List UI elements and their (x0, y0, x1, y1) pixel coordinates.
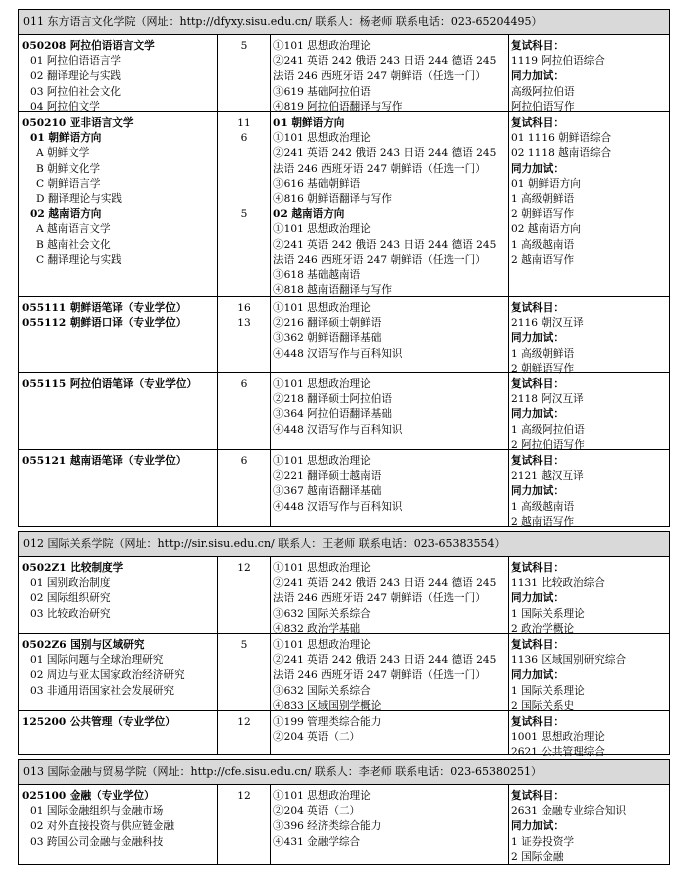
retest-label: 复试科目： (511, 117, 564, 129)
retest-label: 同力加试： (511, 162, 564, 175)
exam-subject: ④431 金融学综合 (273, 835, 361, 848)
retest-cell (509, 112, 669, 296)
program-cell (19, 373, 218, 449)
retest-item: 阿拉伯语写作 (511, 100, 575, 113)
retest-cell (509, 373, 669, 449)
retest-item: 1 高级越南语 (511, 238, 575, 251)
quota-value: 12 (237, 716, 251, 728)
program-line: 025100 金融（专业学位） (22, 790, 155, 802)
exam-subject: 法语 246 西班牙语 247 朝鲜语（任选一门） (273, 70, 486, 83)
table-row (18, 35, 670, 112)
program-line: A 越南语言文学 (36, 223, 111, 236)
retest-item: 02 越南语方向 (511, 223, 581, 236)
exam-cell (271, 450, 509, 526)
section-header: 012 国际关系学院（网址：http://sir.sisu.edu.cn/ 联系人：王老师 联系电话：023-65383554） (18, 531, 670, 557)
quota-value (218, 177, 270, 192)
exam-subject: ①101 思想政治理论 (273, 302, 371, 314)
retest-item: 1 证券投资学 (511, 835, 575, 848)
retest-label: 复试科目： (511, 790, 564, 802)
program-line: 01 阿拉伯语语言学 (30, 55, 122, 68)
quota-cell (218, 373, 271, 449)
quota-cell (218, 35, 271, 111)
exam-subject: ①101 思想政治理论 (273, 378, 371, 390)
retest-label: 同力加试： (511, 669, 564, 682)
table-row (18, 112, 670, 297)
retest-label: 复试科目： (511, 639, 564, 651)
program-cell (19, 450, 218, 526)
program-line: 01 国别政治制度 (30, 577, 111, 590)
program-line: 055112 朝鲜语口译（专业学位） (22, 317, 187, 330)
retest-label: 同力加试： (511, 820, 564, 833)
program-line: 125200 公共管理（专业学位） (22, 716, 176, 728)
retest-item: 1131 比较政治综合 (511, 577, 605, 590)
program-line: 02 翻译理论与实践 (30, 70, 122, 83)
exam-subject: ③619 基础阿拉伯语 (273, 85, 371, 98)
exam-subject: ①199 管理类综合能力 (273, 716, 382, 728)
program-cell (19, 557, 218, 633)
retest-label: 复试科目： (511, 455, 564, 467)
table-row (18, 450, 670, 527)
program-line: 0502Z1 比较制度学 (22, 562, 124, 574)
quota-value: 13 (237, 317, 251, 330)
program-cell (19, 112, 218, 296)
retest-label: 复试科目： (511, 302, 564, 314)
retest-item: 1136 区域国别研究综合 (511, 654, 627, 667)
exam-subject: ①101 思想政治理论 (273, 223, 371, 236)
program-line: 02 国际组织研究 (30, 592, 111, 605)
retest-cell (509, 297, 669, 375)
exam-subject: ①101 思想政治理论 (273, 562, 371, 574)
table-row (18, 711, 670, 759)
retest-item: 1001 思想政治理论 (511, 731, 605, 744)
quota-value: 6 (240, 455, 248, 467)
exam-cell (271, 35, 509, 111)
exam-subject: ③632 国际关系综合 (273, 607, 371, 620)
exam-cell (271, 297, 509, 372)
retest-item: 2621 公共管理综合 (511, 746, 605, 759)
program-cell (19, 785, 218, 864)
exam-subject: 02 越南语方向 (273, 208, 345, 221)
program-line: 01 朝鲜语方向 (30, 132, 102, 145)
program-line: 01 国际金融组织与金融市场 (30, 805, 164, 818)
exam-subject: ④816 朝鲜语翻译与写作 (273, 192, 392, 205)
quota-value (218, 146, 270, 161)
quota-cell (218, 557, 271, 633)
retest-label: 同力加试： (511, 408, 564, 421)
retest-item: 1 高级越南语 (511, 500, 575, 513)
exam-subject: ②216 翻译硕士朝鲜语 (273, 317, 382, 330)
quota-cell (218, 711, 271, 754)
retest-cell (509, 557, 669, 633)
program-line: 050208 阿拉伯语语言文学 (22, 40, 155, 52)
retest-item: 1 高级阿拉伯语 (511, 423, 585, 436)
exam-subject: ②241 英语 242 俄语 243 日语 244 德语 245 (273, 577, 497, 590)
exam-cell (271, 557, 509, 633)
quota-cell (218, 112, 271, 296)
program-line: B 朝鲜文化学 (36, 162, 101, 175)
exam-cell (271, 112, 509, 296)
section-header: 011 东方语言文化学院（网址：http://dfyxy.sisu.edu.cn/ 联系人：杨老师 联系电话：023-65204495） (18, 9, 670, 35)
program-line: 055115 阿拉伯语笔译（专业学位） (22, 378, 198, 390)
exam-subject: ②221 翻译硕士越南语 (273, 470, 382, 483)
quota-cell (218, 450, 271, 526)
retest-item: 2 国际关系史 (511, 699, 575, 712)
retest-cell (509, 711, 669, 759)
exam-subject: 法语 246 西班牙语 247 朝鲜语（任选一门） (273, 592, 486, 605)
exam-subject: ④819 阿拉伯语翻译与写作 (273, 100, 403, 113)
retest-item: 1 高级朝鲜语 (511, 192, 575, 205)
retest-item: 1 高级朝鲜语 (511, 347, 575, 360)
retest-item: 2 国际金融 (511, 850, 564, 863)
exam-subject: ④833 区域国别学概论 (273, 699, 382, 712)
exam-subject: 法语 246 西班牙语 247 朝鲜语（任选一门） (273, 162, 486, 175)
quota-value: 11 (237, 117, 251, 129)
retest-label: 同力加试： (511, 592, 564, 605)
retest-label: 同力加试： (511, 332, 564, 345)
exam-subject: ③362 朝鲜语翻译基础 (273, 332, 382, 345)
quota-value: 12 (237, 562, 251, 574)
retest-item: 02 1118 越南语综合 (511, 147, 612, 160)
retest-item: 2 朝鲜语写作 (511, 362, 575, 375)
exam-subject: ③632 国际关系综合 (273, 684, 371, 697)
retest-label: 复试科目： (511, 40, 564, 52)
exam-cell (271, 373, 509, 449)
retest-label: 复试科目： (511, 378, 564, 390)
quota-value: 16 (237, 302, 251, 314)
program-line: 02 周边与亚太国家政治经济研究 (30, 669, 185, 682)
retest-item: 1119 阿拉伯语综合 (511, 55, 605, 68)
retest-item: 01 1116 朝鲜语综合 (511, 132, 612, 145)
exam-subject: ③396 经济类综合能力 (273, 820, 382, 833)
program-line: 055121 越南语笔译（专业学位） (22, 455, 187, 467)
retest-item: 2121 越汉互译 (511, 470, 584, 483)
exam-cell (271, 634, 509, 710)
retest-item: 1 国际关系理论 (511, 607, 585, 620)
quota-cell (218, 634, 271, 710)
table-row (18, 785, 670, 865)
exam-subject: ④448 汉语写作与百科知识 (273, 347, 403, 360)
exam-subject: ③618 基础越南语 (273, 268, 361, 281)
program-line: C 朝鲜语言学 (36, 177, 101, 190)
quota-cell (218, 785, 271, 864)
program-line: B 越南社会文化 (36, 238, 111, 251)
program-line: 0502Z6 国别与区域研究 (22, 639, 145, 651)
exam-subject: 法语 246 西班牙语 247 朝鲜语（任选一门） (273, 669, 486, 682)
admissions-table (18, 0, 670, 877)
exam-subject: ③616 基础朝鲜语 (273, 177, 361, 190)
exam-subject: ④832 政治学基础 (273, 622, 361, 635)
retest-item: 2 政治学概论 (511, 622, 575, 635)
retest-item: 2 朝鲜语写作 (511, 208, 575, 221)
retest-cell (509, 35, 669, 111)
quota-value (218, 162, 270, 177)
program-line: 03 非通用语国家社会发展研究 (30, 684, 174, 697)
program-cell (19, 711, 218, 754)
section-header: 013 国际金融与贸易学院（网址：http://cfe.sisu.edu.cn/ 联系人：李老师 联系电话：023-65380251） (18, 759, 670, 785)
program-line: 050210 亚非语言文学 (22, 117, 134, 129)
exam-subject: ①101 思想政治理论 (273, 455, 371, 467)
exam-subject: ②241 英语 242 俄语 243 日语 244 德语 245 (273, 238, 497, 251)
exam-subject: ②241 英语 242 俄语 243 日语 244 德语 245 (273, 55, 497, 68)
exam-cell (271, 785, 509, 864)
program-cell (19, 35, 218, 111)
exam-subject: ④818 越南语翻译与写作 (273, 284, 392, 297)
retest-item: 2 越南语写作 (511, 515, 575, 528)
retest-label: 复试科目： (511, 716, 564, 728)
program-line: 03 阿拉伯社会文化 (30, 85, 122, 98)
quota-value: 5 (240, 208, 248, 221)
retest-item: 1 国际关系理论 (511, 684, 585, 697)
table-row (18, 297, 670, 373)
program-line: C 翻译理论与实践 (36, 253, 122, 266)
table-row (18, 634, 670, 711)
exam-subject: ①101 思想政治理论 (273, 40, 371, 52)
program-line: A 朝鲜文学 (36, 147, 90, 160)
exam-subject: 01 朝鲜语方向 (273, 117, 345, 129)
exam-subject: ④448 汉语写作与百科知识 (273, 423, 403, 436)
exam-subject: ②204 英语（二） (273, 805, 361, 818)
table-row (18, 557, 670, 634)
quota-value: 6 (240, 378, 248, 390)
exam-subject: ①101 思想政治理论 (273, 639, 371, 651)
retest-item: 2 阿拉伯语写作 (511, 438, 585, 451)
retest-cell (509, 785, 669, 864)
exam-subject: ④448 汉语写作与百科知识 (273, 500, 403, 513)
exam-subject: ①101 思想政治理论 (273, 132, 371, 145)
retest-item: 2116 朝汉互译 (511, 317, 584, 330)
quota-value (218, 192, 270, 207)
quota-value: 6 (240, 132, 248, 145)
program-line: 03 跨国公司金融与金融科技 (30, 835, 164, 848)
program-line: 02 越南语方向 (30, 208, 102, 221)
program-line: 02 对外直接投资与供应链金融 (30, 820, 174, 833)
quota-value: 5 (240, 40, 248, 52)
exam-cell (271, 711, 509, 754)
program-line: 01 国际问题与全球治理研究 (30, 654, 164, 667)
table-row (18, 373, 670, 450)
quota-value: 5 (240, 639, 248, 651)
exam-subject: ②204 英语（二） (273, 731, 361, 744)
exam-subject: ③367 越南语翻译基础 (273, 485, 382, 498)
retest-item: 2118 阿汉互译 (511, 393, 584, 406)
retest-item: 01 朝鲜语方向 (511, 177, 581, 190)
retest-cell (509, 450, 669, 526)
retest-label: 同力加试： (511, 70, 564, 83)
program-line: 03 比较政治研究 (30, 607, 111, 620)
program-line: 055111 朝鲜语笔译（专业学位） (22, 302, 187, 314)
retest-item: 2631 金融专业综合知识 (511, 805, 627, 818)
retest-item: 2 越南语写作 (511, 253, 575, 266)
program-cell (19, 297, 218, 372)
program-line: D 翻译理论与实践 (36, 192, 123, 205)
exam-subject: 法语 246 西班牙语 247 朝鲜语（任选一门） (273, 253, 486, 266)
retest-label: 同力加试： (511, 485, 564, 498)
retest-label: 复试科目： (511, 562, 564, 574)
exam-subject: ②218 翻译硕士阿拉伯语 (273, 393, 392, 406)
retest-cell (509, 634, 669, 710)
program-cell (19, 634, 218, 710)
retest-item: 高级阿拉伯语 (511, 85, 575, 98)
program-line: 04 阿拉伯文学 (30, 100, 100, 113)
exam-subject: ②241 英语 242 俄语 243 日语 244 德语 245 (273, 147, 497, 160)
exam-subject: ②241 英语 242 俄语 243 日语 244 德语 245 (273, 654, 497, 667)
exam-subject: ③364 阿拉伯语翻译基础 (273, 408, 392, 421)
quota-value: 12 (237, 790, 251, 802)
exam-subject: ①101 思想政治理论 (273, 790, 371, 802)
quota-cell (218, 297, 271, 372)
